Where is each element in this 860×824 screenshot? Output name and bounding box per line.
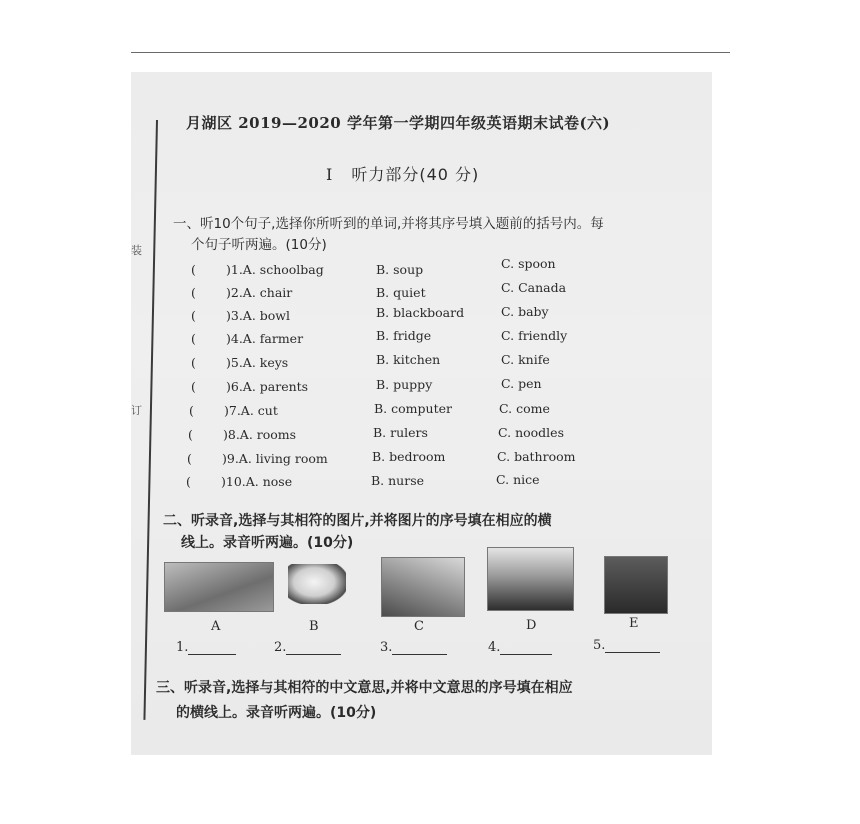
option-a: )4.A. farmer xyxy=(226,331,304,346)
margin-char-ding: 订 xyxy=(131,404,142,417)
option-c: C. friendly xyxy=(501,328,568,343)
option-c: C. come xyxy=(499,401,550,416)
section-label: 听力部分(40 分) xyxy=(351,165,480,184)
option-a: )9.A. living room xyxy=(222,451,328,466)
q3-instruction-line1: 三、听录音,选择与其相符的中文意思,并将中文意思的序号填在相应 xyxy=(156,680,573,696)
answer-paren: ( xyxy=(188,427,193,442)
answer-paren: ( xyxy=(191,355,196,370)
answer-blank-2[interactable] xyxy=(274,640,341,655)
blank-number: 2. xyxy=(274,640,287,655)
q2-instruction-line2: 线上。录音听两遍。(10分) xyxy=(181,535,354,551)
option-c: C. noodles xyxy=(498,425,564,440)
blank-number: 5. xyxy=(593,638,606,653)
picture-c-image xyxy=(381,557,465,617)
option-b: B. quiet xyxy=(376,285,426,300)
option-c: C. baby xyxy=(501,304,549,319)
q1-instruction-line2: 个句子听两遍。(10分) xyxy=(191,237,327,253)
picture-label-e: E xyxy=(629,616,639,631)
option-c: C. spoon xyxy=(501,256,556,271)
option-c: C. Canada xyxy=(501,280,567,295)
blank-line xyxy=(286,642,341,655)
picture-e-image xyxy=(604,556,668,614)
option-a: )7.A. cut xyxy=(224,403,278,418)
blank-line xyxy=(500,642,552,655)
option-b: B. nurse xyxy=(371,473,425,488)
option-b: B. bedroom xyxy=(372,449,446,464)
exam-paper-photo xyxy=(131,72,712,755)
q3-instruction-line2: 的横线上。录音听两遍。(10分) xyxy=(176,705,377,721)
picture-a-image xyxy=(164,562,274,612)
picture-label-c: C xyxy=(414,619,424,634)
option-c: C. pen xyxy=(501,376,542,391)
blank-line xyxy=(605,640,660,653)
blank-line xyxy=(188,642,236,655)
option-a: )8.A. rooms xyxy=(223,427,297,442)
q1-instruction-line1: 一、听10个句子,选择你所听到的单词,并将其序号填入题前的括号内。每 xyxy=(173,216,604,232)
picture-b-cap-image xyxy=(288,564,346,604)
blank-number: 4. xyxy=(488,640,501,655)
option-a: )3.A. bowl xyxy=(226,308,291,323)
answer-paren: ( xyxy=(189,403,194,418)
answer-blank-4[interactable] xyxy=(488,640,552,655)
answer-blank-1[interactable] xyxy=(176,640,236,655)
option-b: B. fridge xyxy=(376,328,432,343)
blank-number: 1. xyxy=(176,640,189,655)
exam-title: 月湖区 2019—2020 学年第一学期四年级英语期末试卷(六) xyxy=(186,114,611,132)
answer-paren: ( xyxy=(191,331,196,346)
answer-paren: ( xyxy=(191,262,196,277)
answer-paren: ( xyxy=(191,379,196,394)
option-b: B. rulers xyxy=(373,425,428,440)
option-c: C. bathroom xyxy=(497,449,576,464)
option-c: C. knife xyxy=(501,352,550,367)
option-a: )1.A. schoolbag xyxy=(226,262,324,277)
blank-number: 3. xyxy=(380,640,393,655)
picture-label-b: B xyxy=(309,619,319,634)
picture-label-a: A xyxy=(211,619,221,634)
answer-blank-3[interactable] xyxy=(380,640,447,655)
picture-d-car-image xyxy=(487,547,574,611)
option-b: B. blackboard xyxy=(376,305,465,320)
option-a: )10.A. nose xyxy=(221,474,293,489)
margin-char-zhuang: 装 xyxy=(131,244,142,257)
picture-label-d: D xyxy=(526,618,537,633)
option-b: B. computer xyxy=(374,401,452,416)
blank-line xyxy=(392,642,447,655)
answer-paren: ( xyxy=(186,474,191,489)
option-a: )6.A. parents xyxy=(226,379,309,394)
option-a: )5.A. keys xyxy=(226,355,289,370)
answer-paren: ( xyxy=(191,285,196,300)
q2-instruction-line1: 二、听录音,选择与其相符的图片,并将图片的序号填在相应的横 xyxy=(163,513,552,529)
option-b: B. kitchen xyxy=(376,352,441,367)
answer-paren: ( xyxy=(187,451,192,466)
option-a: )2.A. chair xyxy=(226,285,293,300)
option-b: B. soup xyxy=(376,262,424,277)
answer-paren: ( xyxy=(191,308,196,323)
option-b: B. puppy xyxy=(376,377,433,392)
option-c: C. nice xyxy=(496,472,540,487)
section-numeral: I xyxy=(326,165,334,184)
answer-blank-5[interactable] xyxy=(593,638,660,653)
page-top-rule xyxy=(131,52,730,53)
